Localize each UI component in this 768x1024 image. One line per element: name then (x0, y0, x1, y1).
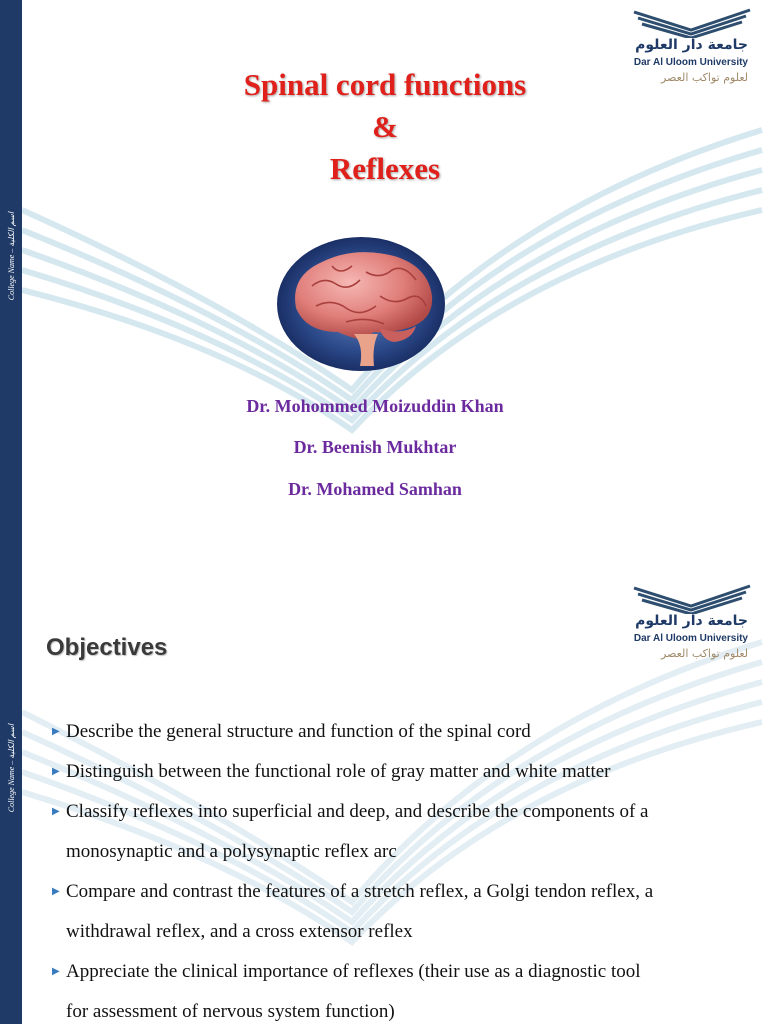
logo-mark-icon (628, 8, 754, 38)
author-1: Dr. Mohommed Moizuddin Khan (246, 396, 504, 416)
logo-tagline: لعلوم تواكب العصر (661, 647, 748, 660)
title-line-2: & (372, 109, 398, 144)
logo-mark-icon (628, 584, 754, 614)
triangle-right-icon: ▶ (52, 966, 60, 977)
title-line-1: Spinal cord functions (243, 67, 527, 102)
university-logo (626, 8, 758, 88)
title-line-3: Reflexes (329, 151, 441, 186)
slide-title (160, 64, 610, 190)
list-item: ▶ Distinguish between the functional role of gray matter and white matter (52, 752, 732, 792)
list-item: ▶ Compare and contrast the features of a stretch reflex, a Golgi tendon reflex, a withdrawal reflex, and a cross extensor reflex (52, 872, 732, 952)
triangle-right-icon: ▶ (52, 806, 60, 817)
author-3: Dr. Mohamed Samhan (288, 479, 462, 499)
author-2: Dr. Beenish Mukhtar (293, 437, 457, 457)
list-item: ▶ Describe the general structure and function of the spinal cord (52, 712, 732, 752)
triangle-right-icon: ▶ (52, 886, 60, 897)
brain-image (276, 236, 446, 372)
university-logo (626, 584, 758, 664)
logo-arabic-name: جامعة دار العلوم (635, 37, 748, 53)
list-item: ▶ Appreciate the clinical importance of reflexes (their use as a diagnostic tool for assessment of nervous system function) (52, 952, 732, 1024)
objectives-heading: Objectives (46, 634, 168, 661)
college-name-label: College Name – اسم الكلية (6, 723, 16, 813)
logo-english-name: Dar Al Uloom University (633, 633, 748, 644)
college-name-label: College Name – اسم الكلية (6, 211, 16, 301)
logo-tagline: لعلوم تواكب العصر (661, 71, 748, 84)
list-item: ▶ Classify reflexes into superficial and deep, and describe the components of a monosynaptic and a polysynaptic reflex arc (52, 792, 732, 872)
logo-english-name: Dar Al Uloom University (633, 57, 748, 68)
triangle-right-icon: ▶ (52, 766, 60, 777)
logo-arabic-name: جامعة دار العلوم (635, 613, 748, 629)
sidebar-band (0, 0, 22, 512)
sidebar-band (0, 512, 22, 1024)
triangle-right-icon: ▶ (52, 726, 60, 737)
objectives-slide (0, 512, 768, 1024)
objectives-list (52, 712, 732, 1024)
